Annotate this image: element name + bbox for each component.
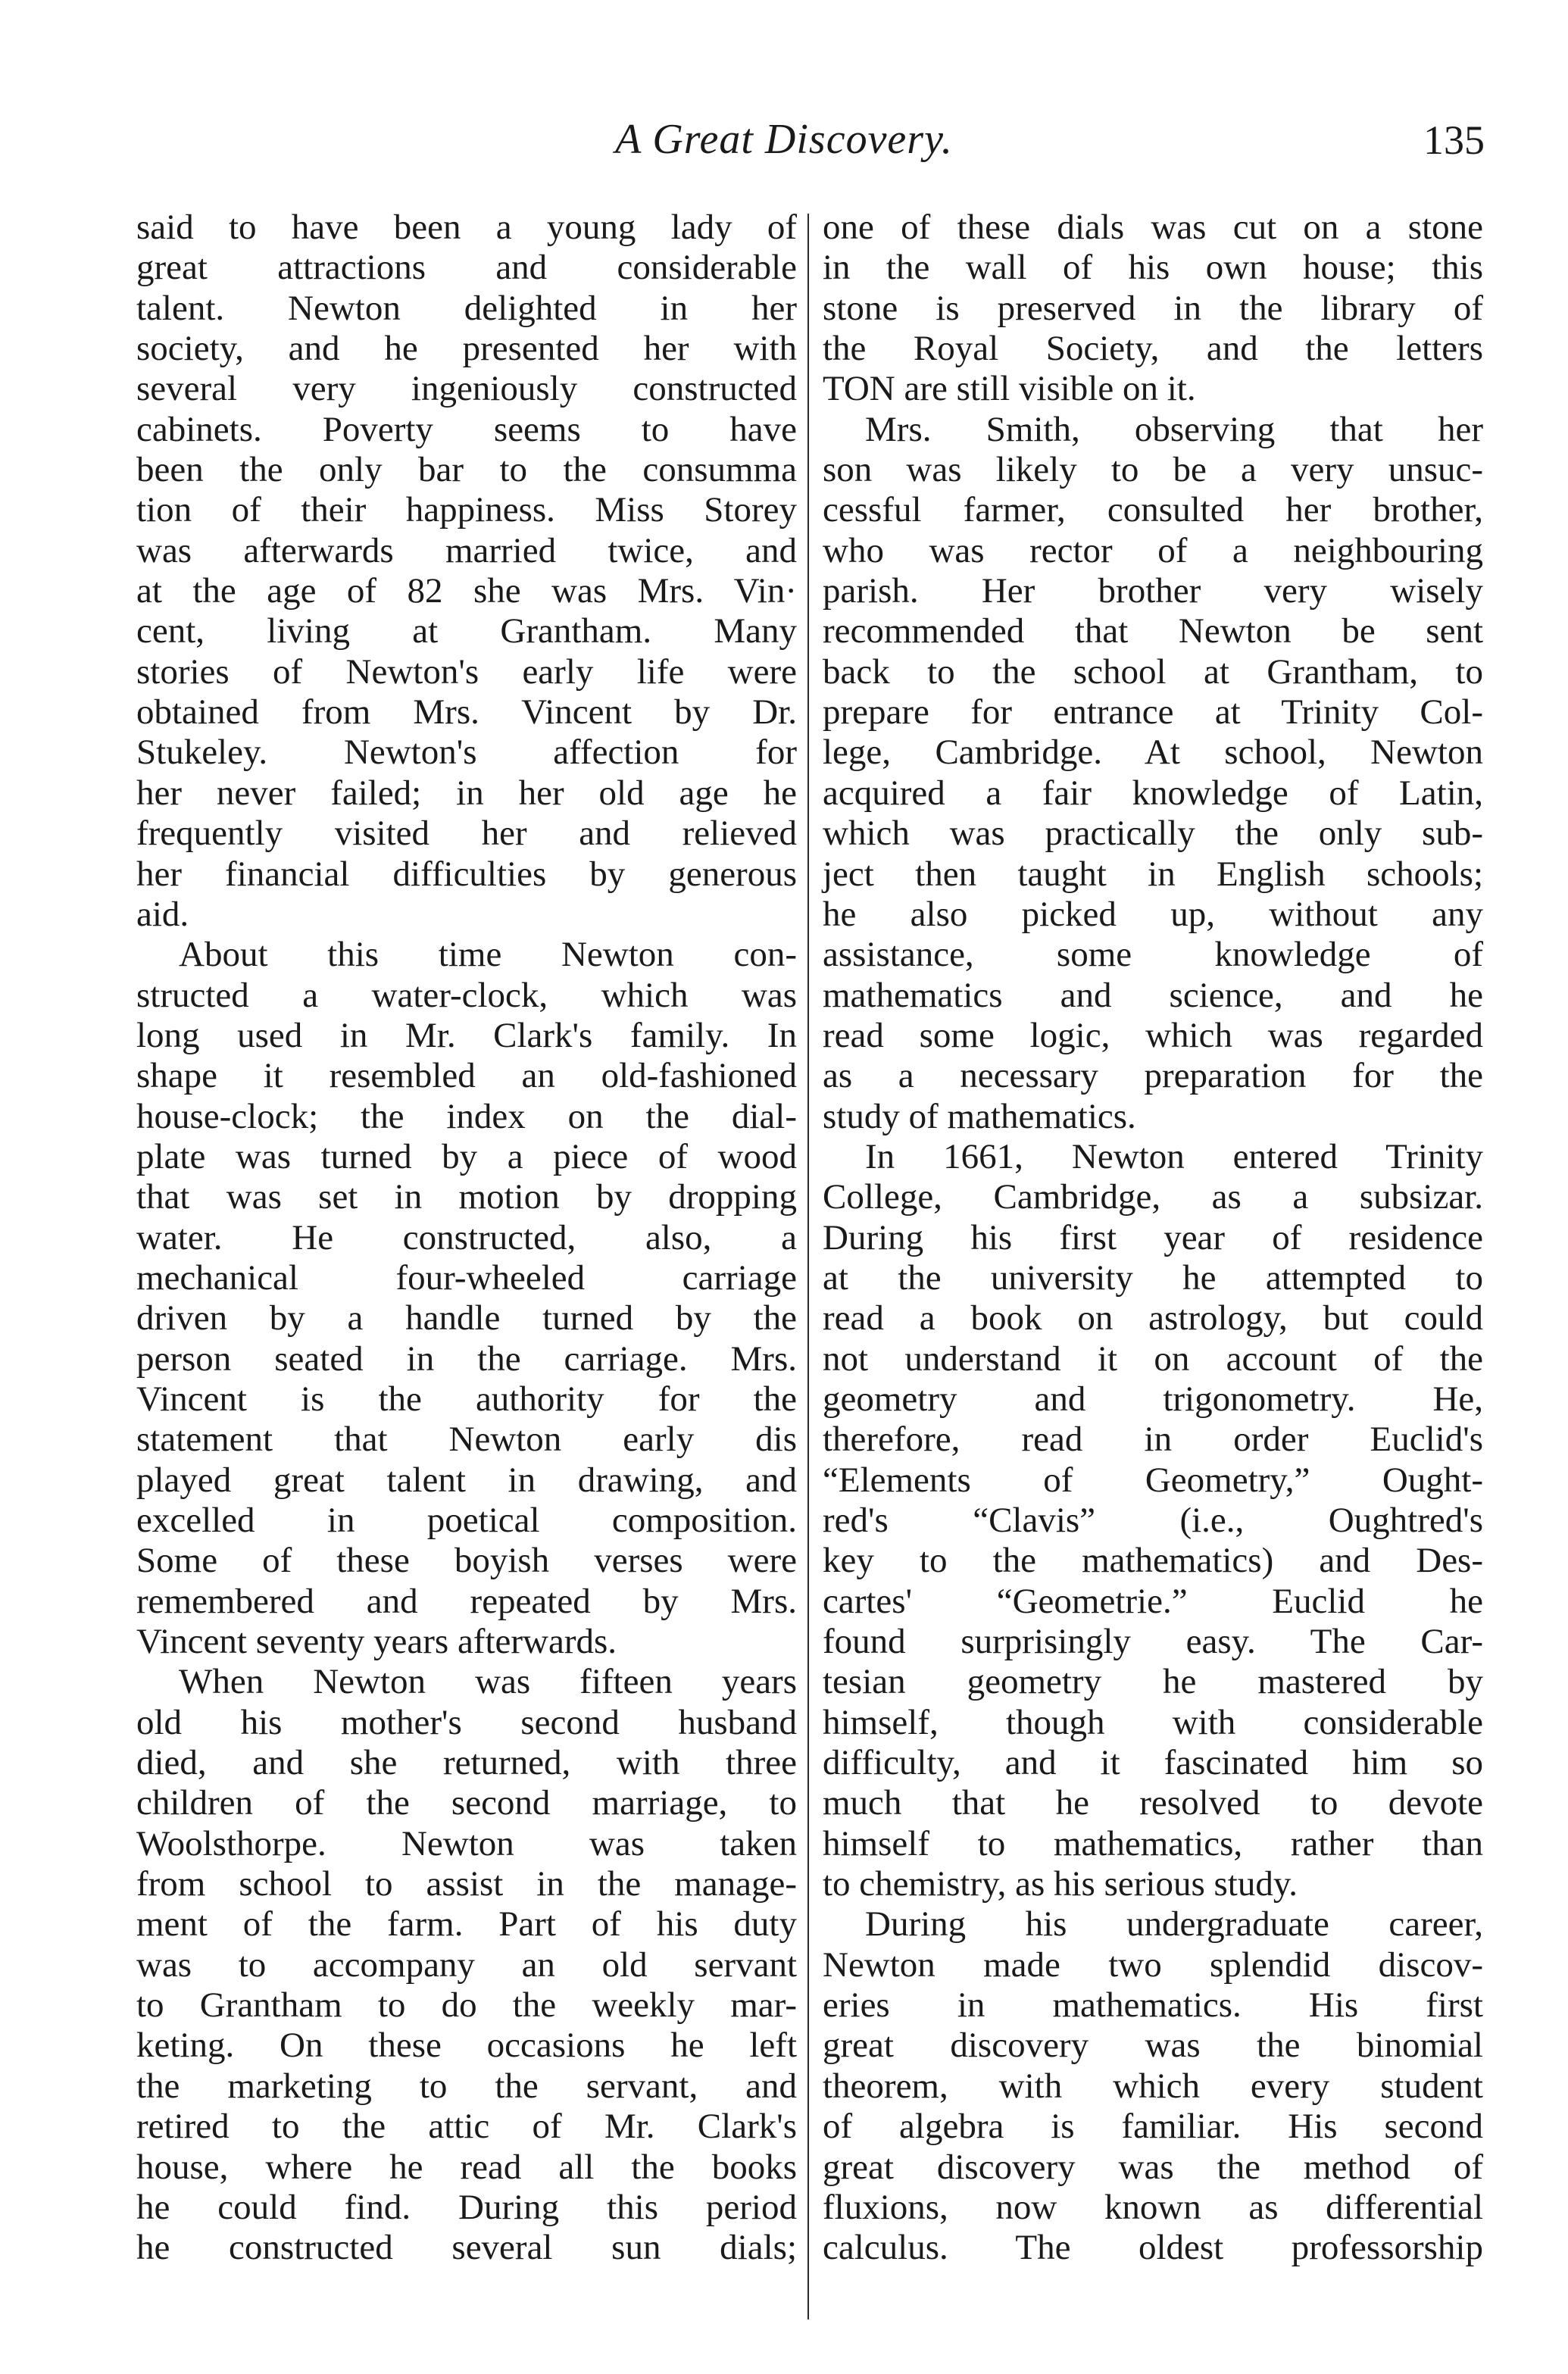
text-line: as a necessary preparation for the <box>823 1056 1483 1096</box>
left-text-column <box>136 208 797 2269</box>
text-line: played great talent in drawing, and <box>136 1460 797 1500</box>
text-line: not understand it on account of the <box>823 1338 1483 1379</box>
text-line: person seated in the carriage. Mrs. <box>136 1338 797 1379</box>
text-line: cabinets. Poverty seems to have <box>136 409 797 449</box>
text-line: recommended that Newton be sent <box>823 611 1483 651</box>
text-line: read a book on astrology, but could <box>823 1298 1483 1338</box>
page-number: 135 <box>1423 117 1485 163</box>
text-line: retired to the attic of Mr. Clark's <box>136 2107 797 2147</box>
text-line: calculus. The oldest professorship <box>823 2228 1483 2268</box>
text-line: died, and she returned, with three <box>136 1743 797 1783</box>
text-line: at the university he attempted to <box>823 1257 1483 1298</box>
text-line: her never failed; in her old age he <box>136 773 797 813</box>
column-divider <box>807 214 809 2319</box>
text-line: stone is preserved in the library of <box>823 288 1483 328</box>
running-head <box>0 106 1568 167</box>
text-line: himself to mathematics, rather than <box>823 1823 1483 1863</box>
text-line: acquired a fair knowledge of Latin, <box>823 773 1483 813</box>
text-line: himself, though with considerable <box>823 1702 1483 1742</box>
text-line: shape it resembled an old-fashioned <box>136 1056 797 1096</box>
text-line: ment of the farm. Part of his duty <box>136 1904 797 1944</box>
text-line: tesian geometry he mastered by <box>823 1662 1483 1702</box>
text-line: therefore, read in order Euclid's <box>823 1420 1483 1460</box>
text-line: stories of Newton's early life were <box>136 651 797 692</box>
text-line: house, where he read all the books <box>136 2147 797 2187</box>
text-line: he constructed several sun dials; <box>136 2228 797 2268</box>
text-line: who was rector of a neighbouring <box>823 530 1483 570</box>
text-line: During his undergraduate career, <box>865 1904 1483 1944</box>
running-title: A Great Discovery. <box>615 116 953 163</box>
text-line: to chemistry, as his serious study. <box>823 1864 1298 1904</box>
text-line: in the wall of his own house; this <box>823 248 1483 288</box>
text-line: much that he resolved to devote <box>823 1783 1483 1823</box>
text-line: the Royal Society, and the letters <box>823 329 1483 369</box>
text-line: When Newton was fifteen years <box>179 1662 797 1702</box>
text-line: at the age of 82 she was Mrs. Vin· <box>136 571 797 611</box>
text-line: that was set in motion by dropping <box>136 1177 797 1217</box>
text-line: lege, Cambridge. At school, Newton <box>823 733 1483 773</box>
text-line: he also picked up, without any <box>823 894 1483 934</box>
text-line: About this time Newton con- <box>179 935 797 975</box>
text-line: study of mathematics. <box>823 1096 1136 1136</box>
text-line: been the only bar to the consumma <box>136 450 797 490</box>
text-line: children of the second marriage, to <box>136 1783 797 1823</box>
text-line: he could find. During this period <box>136 2187 797 2227</box>
text-line: geometry and trigonometry. He, <box>823 1379 1483 1419</box>
text-line: eries in mathematics. His first <box>823 1985 1483 2026</box>
text-line: key to the mathematics) and Des- <box>823 1541 1483 1581</box>
text-line: talent. Newton delighted in her <box>136 288 797 328</box>
text-line: great discovery was the binomial <box>823 2026 1483 2066</box>
text-line: excelled in poetical composition. <box>136 1501 797 1540</box>
text-line: ject then taught in English schools; <box>823 854 1483 894</box>
text-line: tion of their happiness. Miss Storey <box>136 490 797 530</box>
text-line: aid. <box>136 894 189 934</box>
text-line: great attractions and considerable <box>136 248 797 288</box>
text-line: read some logic, which was regarded <box>823 1015 1483 1055</box>
text-line: During his first year of residence <box>823 1217 1483 1257</box>
text-line: Vincent is the authority for the <box>136 1379 797 1419</box>
text-line: one of these dials was cut on a stone <box>823 208 1483 247</box>
text-line: driven by a handle turned by the <box>136 1298 797 1338</box>
text-line: back to the school at Grantham, to <box>823 651 1483 692</box>
text-line: In 1661, Newton entered Trinity <box>865 1136 1483 1176</box>
text-line: society, and he presented her with <box>136 329 797 369</box>
text-line: was to accompany an old servant <box>136 1944 797 1985</box>
text-line: cessful farmer, consulted her brother, <box>823 490 1483 530</box>
text-line: house-clock; the index on the dial- <box>136 1096 797 1136</box>
text-line: old his mother's second husband <box>136 1702 797 1742</box>
text-line: keting. On these occasions he left <box>136 2026 797 2066</box>
right-text-column <box>823 208 1483 2269</box>
text-line: frequently visited her and relieved <box>136 814 797 854</box>
text-line: Stukeley. Newton's affection for <box>136 733 797 773</box>
text-line: assistance, some knowledge of <box>823 935 1483 975</box>
text-line: found surprisingly easy. The Car- <box>823 1622 1483 1662</box>
text-line: mechanical four-wheeled carriage <box>136 1257 797 1298</box>
text-line: cartes' “Geometrie.” Euclid he <box>823 1581 1483 1621</box>
text-line: TON are still visible on it. <box>823 369 1196 409</box>
text-line: Mrs. Smith, observing that her <box>865 409 1483 449</box>
text-line: Some of these boyish verses were <box>136 1541 797 1581</box>
text-line: of algebra is familiar. His second <box>823 2107 1483 2147</box>
text-line: the marketing to the servant, and <box>136 2066 797 2106</box>
text-line: structed a water-clock, which was <box>136 975 797 1015</box>
text-line: plate was turned by a piece of wood <box>136 1136 797 1176</box>
text-line: prepare for entrance at Trinity Col- <box>823 692 1483 733</box>
text-line: College, Cambridge, as a subsizar. <box>823 1177 1483 1217</box>
text-line: “Elements of Geometry,” Ought- <box>823 1460 1483 1500</box>
text-line: son was likely to be a very unsuc- <box>823 450 1483 490</box>
text-line: obtained from Mrs. Vincent by Dr. <box>136 692 797 733</box>
text-line: which was practically the only sub- <box>823 814 1483 854</box>
text-line: to Grantham to do the weekly mar- <box>136 1985 797 2026</box>
text-line: great discovery was the method of <box>823 2147 1483 2187</box>
text-line: from school to assist in the manage- <box>136 1864 797 1904</box>
text-line: water. He constructed, also, a <box>136 1217 797 1257</box>
text-line: Newton made two splendid discov- <box>823 1944 1483 1985</box>
text-line: red's “Clavis” (i.e., Oughtred's <box>823 1501 1483 1540</box>
text-line: parish. Her brother very wisely <box>823 571 1483 611</box>
text-line: theorem, with which every student <box>823 2066 1483 2106</box>
text-line: fluxions, now known as differential <box>823 2187 1483 2227</box>
text-line: statement that Newton early dis <box>136 1420 797 1460</box>
text-line: mathematics and science, and he <box>823 975 1483 1015</box>
text-line: was afterwards married twice, and <box>136 530 797 570</box>
text-line: long used in Mr. Clark's family. In <box>136 1015 797 1055</box>
text-line: cent, living at Grantham. Many <box>136 611 797 651</box>
text-line: remembered and repeated by Mrs. <box>136 1581 797 1621</box>
text-line: difficulty, and it fascinated him so <box>823 1743 1483 1783</box>
text-line: her financial difficulties by generous <box>136 854 797 894</box>
text-line: Vincent seventy years afterwards. <box>136 1622 617 1662</box>
text-line: said to have been a young lady of <box>136 208 797 247</box>
text-line: Woolsthorpe. Newton was taken <box>136 1823 797 1863</box>
text-line: several very ingeniously constructed <box>136 369 797 409</box>
